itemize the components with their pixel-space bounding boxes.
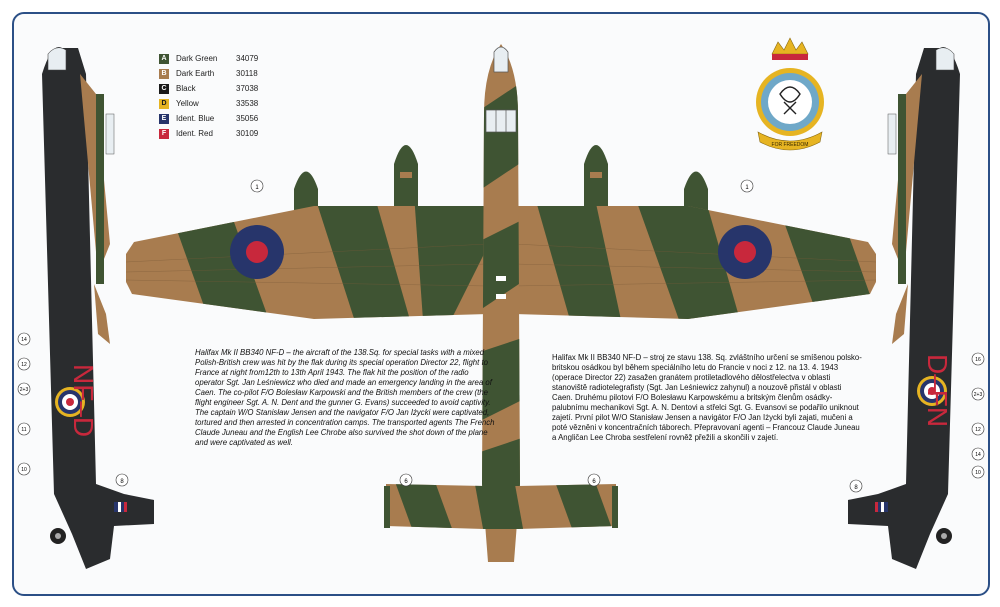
side-callout bbox=[972, 448, 984, 460]
color-code: 35056 bbox=[236, 114, 259, 123]
color-swatch: D bbox=[159, 99, 169, 109]
left-side-view bbox=[18, 47, 154, 569]
svg-text:6: 6 bbox=[404, 479, 408, 485]
color-code: 37038 bbox=[236, 84, 259, 93]
callout-tail-left bbox=[400, 474, 412, 486]
badge-motto: FOR FREEDOM bbox=[771, 142, 809, 148]
squadron-code-right: D–FN bbox=[922, 354, 953, 428]
svg-text:1: 1 bbox=[745, 185, 749, 191]
side-callout bbox=[972, 423, 984, 435]
hatch bbox=[496, 294, 506, 299]
side-callout bbox=[972, 353, 984, 365]
svg-text:2+3: 2+3 bbox=[19, 387, 29, 393]
color-name: Black bbox=[176, 84, 196, 93]
svg-text:8: 8 bbox=[120, 479, 124, 485]
tailplane bbox=[384, 479, 619, 534]
svg-text:1: 1 bbox=[255, 185, 259, 191]
side-callout bbox=[18, 463, 30, 475]
svg-text:11: 11 bbox=[21, 427, 27, 433]
side-callout bbox=[18, 383, 30, 395]
svg-text:2+3: 2+3 bbox=[973, 392, 983, 398]
squadron-code-left: NF–D bbox=[68, 364, 99, 438]
roundel-left-wing bbox=[230, 225, 284, 279]
color-code: 33538 bbox=[236, 99, 259, 108]
description-english: Halifax Mk II BB340 NF-D – the aircraft of the 138.Sq. for special tasks with a mixed Polish-British crew was hit by the flak during its special operation Director 22, flight to France at night from12th to 13th April 1943. The flak hit the position of the radio operator Sgt. Jan Leśniewicz who died and made an emergency landing in the area of Caen. The co-pilot F/O Bolesław Karpowski and the British members of the crew (the flight engineer Sgt. A. N. Dent and the gunner G. Evans) succeeded to avoid captivity. The captain W/O Stanisław Jensen and the navigator F/O Jan Iżycki were captivated, tortured and then arrested in concentration camps. The transported agents The French Claude Juneau and the English Lee Chrobe also survived the shot down of the plane and were captivated as well. bbox=[195, 348, 495, 447]
color-name: Dark Green bbox=[176, 54, 218, 63]
svg-text:12: 12 bbox=[975, 427, 981, 433]
callout-fuselage-left bbox=[116, 474, 128, 486]
fin-left bbox=[384, 486, 390, 528]
svg-text:16: 16 bbox=[975, 357, 981, 363]
drawing-sheet bbox=[12, 12, 990, 596]
color-code: 30109 bbox=[236, 129, 259, 138]
color-code: 30118 bbox=[236, 69, 258, 78]
hatch bbox=[496, 276, 506, 281]
side-callout bbox=[972, 388, 984, 400]
color-swatch: C bbox=[159, 84, 169, 94]
svg-text:12: 12 bbox=[21, 362, 27, 368]
color-name: Ident. Blue bbox=[176, 114, 215, 123]
right-side-view bbox=[848, 47, 984, 569]
svg-text:6: 6 bbox=[592, 479, 596, 485]
callout-tail-right bbox=[588, 474, 600, 486]
svg-text:14: 14 bbox=[21, 337, 27, 343]
callout-fuselage-right bbox=[850, 480, 862, 492]
color-swatch: A bbox=[159, 54, 169, 64]
roundel-right-wing bbox=[718, 225, 772, 279]
color-name: Yellow bbox=[176, 99, 199, 108]
side-callout bbox=[18, 423, 30, 435]
svg-text:10: 10 bbox=[975, 470, 981, 476]
side-callout bbox=[18, 358, 30, 370]
description-czech: Halifax Mk II BB340 NF-D – stroj ze stavu 138. Sq. zvláštního určení se smíšenou polsko-britskou osádkou byl během speciálního letu do Francie v noci z 12. na 13. 4. 1943 (operace Director 22) zasažen granátem protiletadlového dělostřelectva v oblasti stanoviště radiotelegrafisty (Sgt. Jan Leśniewicz zahynul) a nouzově přistál v oblasti Caen. Druhému pilotovi F/O Bolesławu Karpowskému a britským členům osádky-palubnímu mechanikovi Sgt. A. N. Dentovi a střelci Sgt. G. Evansovi se podařilo uniknout zajetí. První pilot W/O Stanisław Jensen a navigátor F/O Jan Iżycki byli zajati, mučeni a poté vězněni v koncentračních táborech. Přepravovaní agenti – Francouz Claude Juneau a Angličan Lee Chroba sestřelení rovněž přežili a skončili v zajetí. bbox=[552, 353, 862, 442]
aircraft-drawing bbox=[14, 14, 988, 594]
fin-right bbox=[612, 486, 618, 528]
svg-text:8: 8 bbox=[854, 485, 858, 491]
squadron-badge bbox=[756, 38, 824, 150]
color-name: Ident. Red bbox=[176, 129, 213, 138]
color-swatch: E bbox=[159, 114, 169, 124]
color-name: Dark Earth bbox=[176, 69, 215, 78]
side-callout bbox=[18, 333, 30, 345]
callout-wing-right bbox=[741, 180, 753, 192]
color-swatch: F bbox=[159, 129, 169, 139]
callout-wing-left bbox=[251, 180, 263, 192]
color-swatch: B bbox=[159, 69, 169, 79]
side-callout bbox=[972, 466, 984, 478]
svg-text:10: 10 bbox=[21, 467, 27, 473]
svg-text:14: 14 bbox=[975, 452, 981, 458]
color-code: 34079 bbox=[236, 54, 259, 63]
